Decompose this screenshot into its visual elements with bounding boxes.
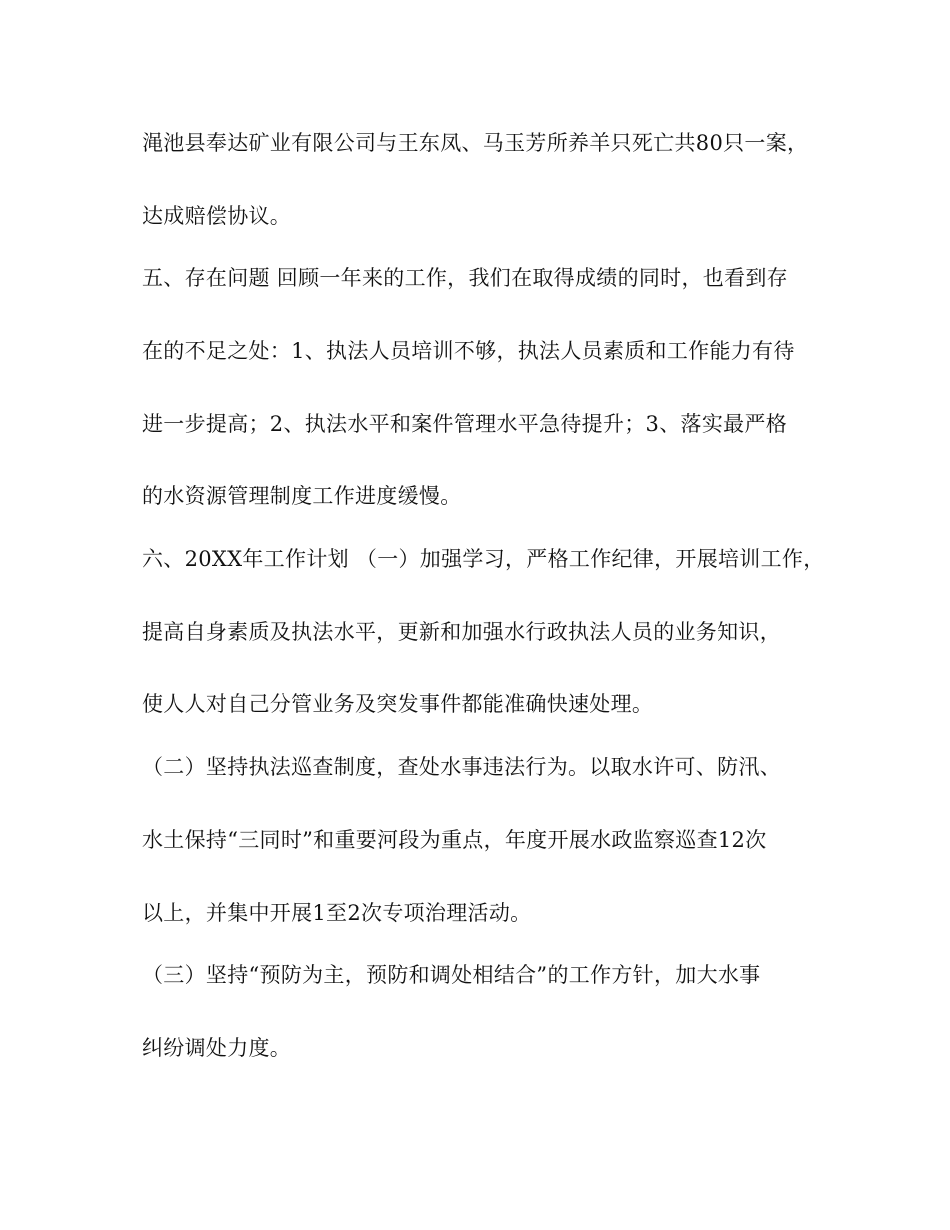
text-line: （三）坚持“预防为主，预防和调处相结合”的工作方针，加大水事 [142,963,761,987]
text-line: 水土保持“三同时”和重要河段为重点，年度开展水政监察巡查12次 [142,828,767,852]
text-line: 五、存在问题 回顾一年来的工作，我们在取得成绩的同时，也看到存 [142,266,788,290]
text-line: 进一步提高；2、执法水平和案件管理水平急待提升；3、落实最严格 [142,412,788,436]
text-line: 的水资源管理制度工作进度缓慢。 [142,484,462,508]
text-line: 以上，并集中开展1至2次专项治理活动。 [142,901,532,925]
text-line: 在的不足之处：1、执法人员培训不够，执法人员素质和工作能力有待 [142,339,795,363]
text-line: 使人人对自己分管业务及突发事件都能准确快速处理。 [142,692,654,716]
text-line: 纠纷调处力度。 [142,1036,292,1060]
text-line: 六、20XX年工作计划 （一）加强学习，严格工作纪律，开展培训工作， [142,547,825,571]
text-line: （二）坚持执法巡查制度，查处水事违法行为。以取水许可、防汛、 [142,755,781,779]
text-line: 渑池县奉达矿业有限公司与王东凤、马玉芳所养羊只死亡共80只一案， [142,131,809,155]
text-line: 达成赔偿协议。 [142,204,292,228]
text-line: 提高自身素质及执法水平，更新和加强水行政执法人员的业务知识， [142,620,781,644]
